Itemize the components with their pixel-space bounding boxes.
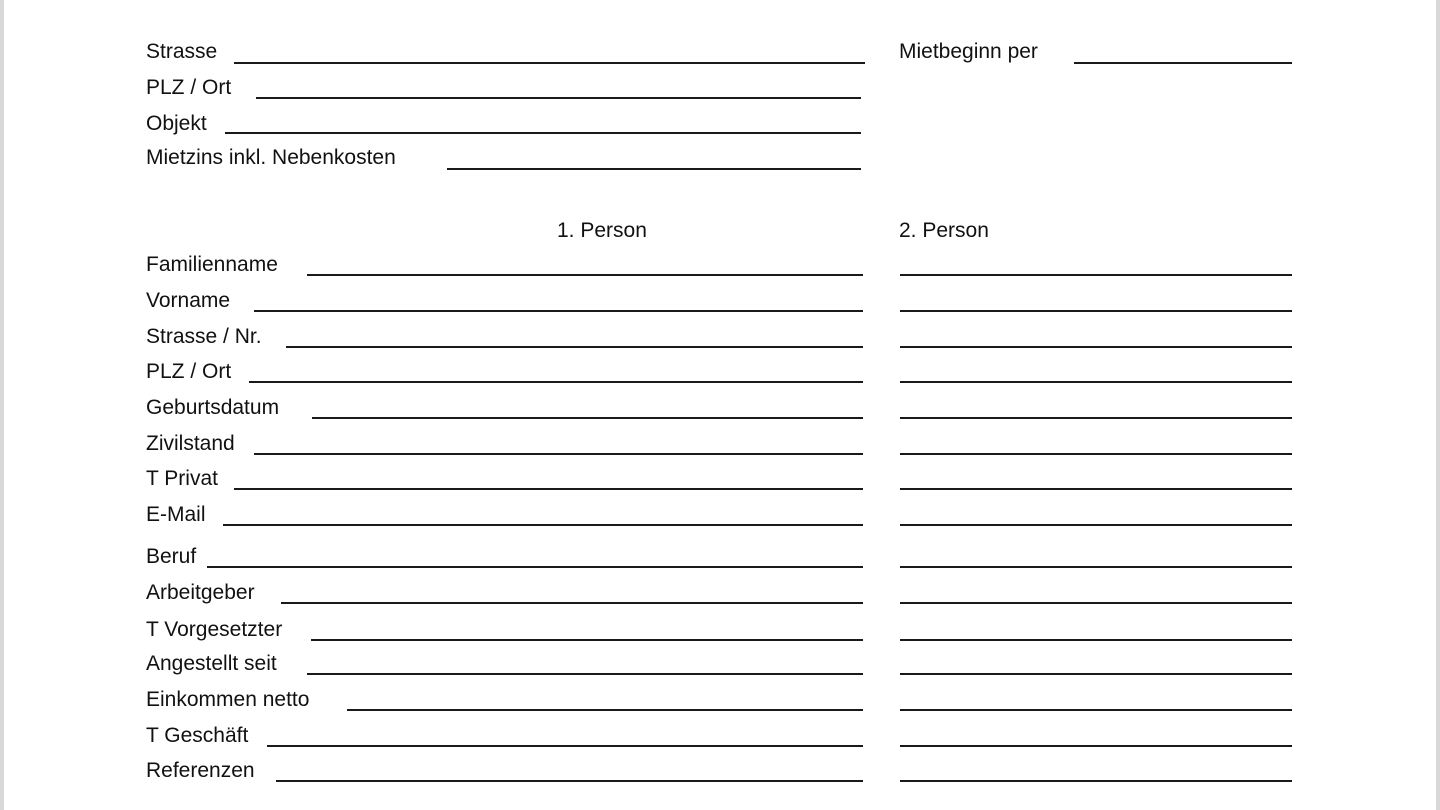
person2-field[interactable] xyxy=(900,745,1292,747)
person1-field[interactable] xyxy=(307,274,863,276)
person1-field[interactable] xyxy=(347,709,863,711)
person2-field[interactable] xyxy=(900,709,1292,711)
object-label: Objekt xyxy=(146,112,207,135)
person-field-label: Strasse / Nr. xyxy=(146,325,262,348)
person2-field[interactable] xyxy=(900,346,1292,348)
person1-field[interactable] xyxy=(286,346,863,348)
person1-field[interactable] xyxy=(307,673,863,675)
street-label: Strasse xyxy=(146,40,218,63)
person-field-label: T Vorgesetzter xyxy=(146,618,283,641)
person2-field[interactable] xyxy=(900,488,1292,490)
person-field-label: Einkommen netto xyxy=(146,688,310,711)
person-field-label: Familienname xyxy=(146,253,278,276)
person-field-label: PLZ / Ort xyxy=(146,360,232,383)
person2-field[interactable] xyxy=(900,417,1292,419)
person1-field[interactable] xyxy=(281,602,863,604)
person1-field[interactable] xyxy=(223,524,863,526)
person2-field[interactable] xyxy=(900,780,1292,782)
lease-start-field[interactable] xyxy=(1074,62,1292,64)
person1-field[interactable] xyxy=(312,417,863,419)
person2-field[interactable] xyxy=(900,566,1292,568)
street-field[interactable] xyxy=(234,62,865,64)
person-field-label: Arbeitgeber xyxy=(146,581,255,604)
person-field-label: E-Mail xyxy=(146,503,206,526)
person2-field[interactable] xyxy=(900,673,1292,675)
person2-header: 2. Person xyxy=(899,219,989,242)
rent-label: Mietzins inkl. Nebenkosten xyxy=(146,146,396,169)
person-field-label: T Geschäft xyxy=(146,724,249,747)
person2-field[interactable] xyxy=(900,524,1292,526)
person-field-label: Zivilstand xyxy=(146,432,235,455)
person-field-label: T Privat xyxy=(146,467,218,490)
person1-field[interactable] xyxy=(311,639,863,641)
person2-field[interactable] xyxy=(900,274,1292,276)
zip-city-field[interactable] xyxy=(256,97,861,99)
person1-field[interactable] xyxy=(207,566,863,568)
person1-field[interactable] xyxy=(267,745,863,747)
person2-field[interactable] xyxy=(900,310,1292,312)
person1-field[interactable] xyxy=(249,381,863,383)
person2-field[interactable] xyxy=(900,602,1292,604)
object-field[interactable] xyxy=(225,132,861,134)
person2-field[interactable] xyxy=(900,639,1292,641)
person1-field[interactable] xyxy=(254,453,863,455)
rent-field[interactable] xyxy=(447,168,861,170)
form-page xyxy=(4,0,1436,810)
lease-start-label: Mietbeginn per xyxy=(899,40,1038,63)
person1-field[interactable] xyxy=(254,310,863,312)
person-field-label: Beruf xyxy=(146,545,197,568)
zip-city-label: PLZ / Ort xyxy=(146,76,232,99)
person2-field[interactable] xyxy=(900,453,1292,455)
person-field-label: Vorname xyxy=(146,289,231,312)
person-field-label: Angestellt seit xyxy=(146,652,277,675)
person1-header: 1. Person xyxy=(557,219,647,242)
person-field-label: Referenzen xyxy=(146,759,255,782)
person1-field[interactable] xyxy=(234,488,863,490)
person2-field[interactable] xyxy=(900,381,1292,383)
person1-field[interactable] xyxy=(276,780,863,782)
person-field-label: Geburtsdatum xyxy=(146,396,280,419)
